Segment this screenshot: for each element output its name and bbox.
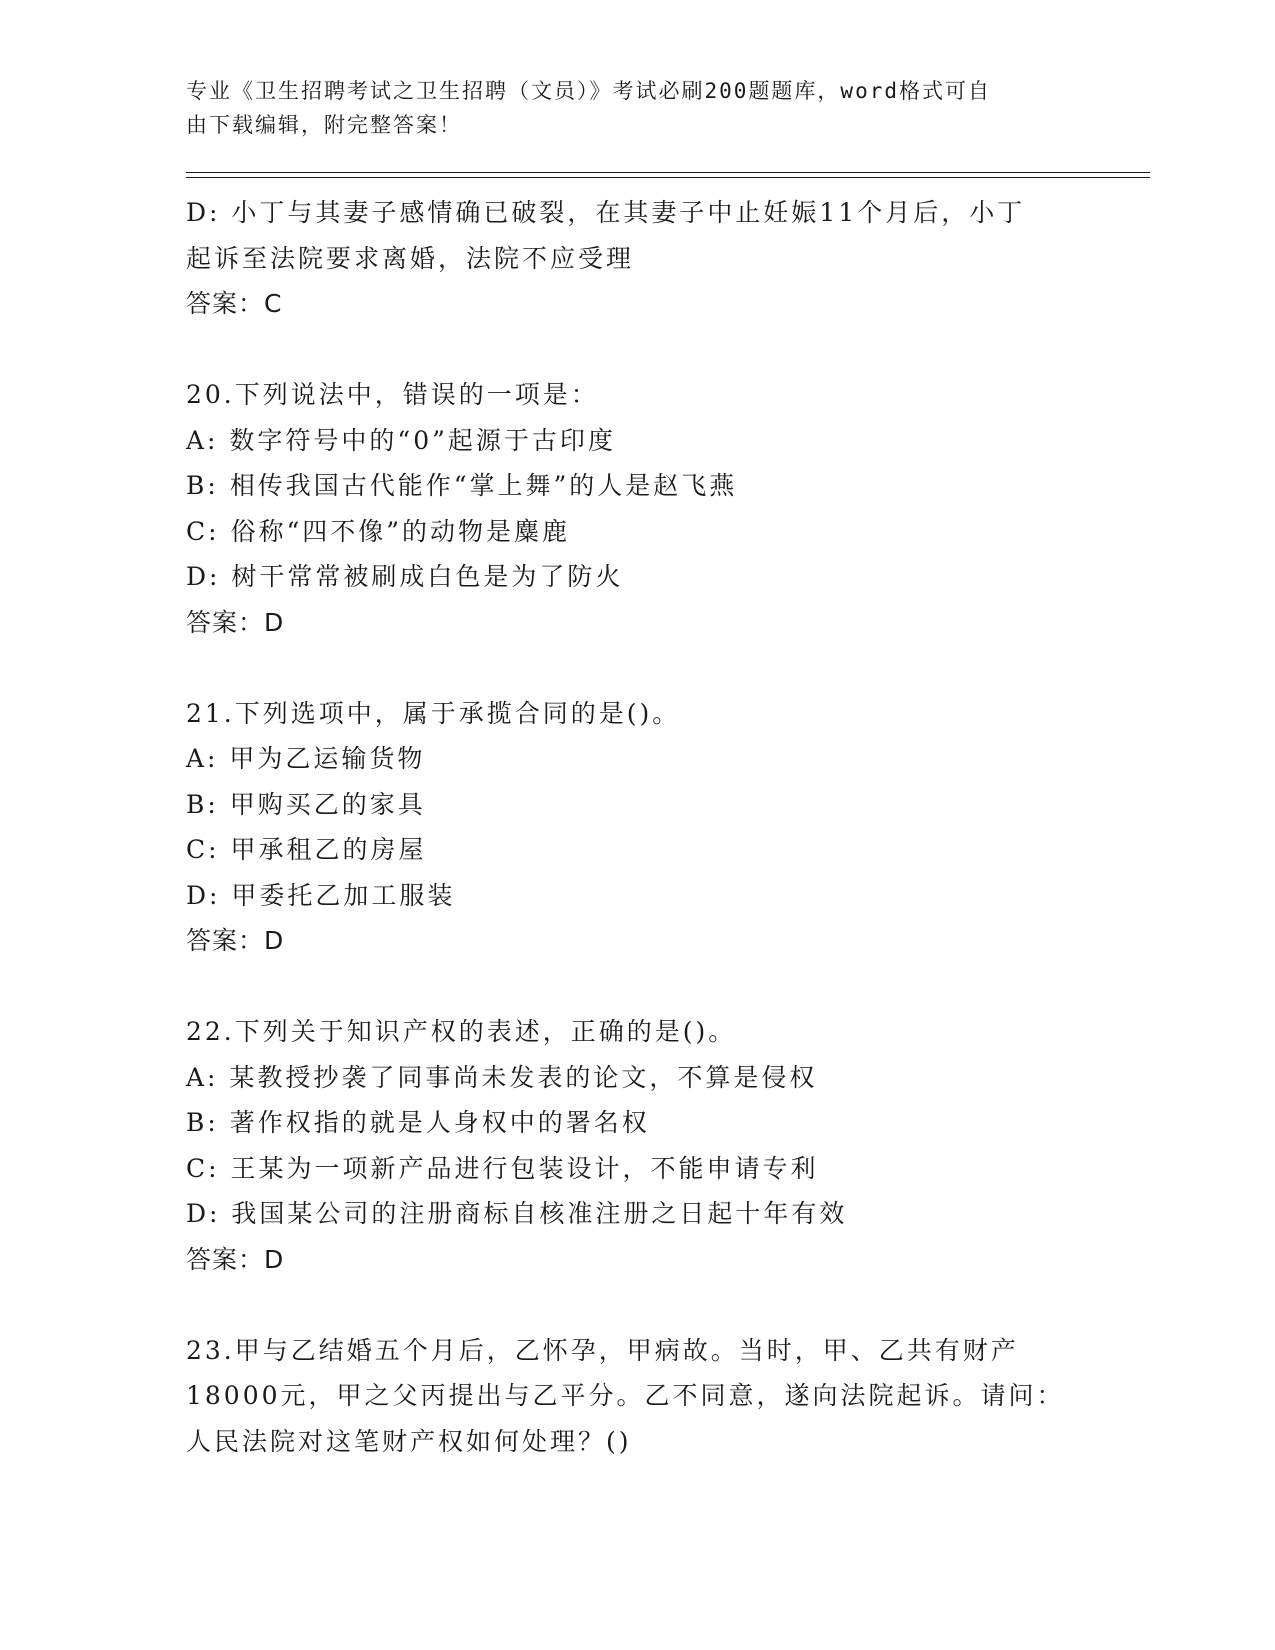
option-c: C: 王某为一项新产品进行包装设计，不能申请专利 [186, 1153, 819, 1183]
option-a: A: 数字符号中的“0”起源于古印度 [186, 425, 616, 455]
header-line-2: 由下载编辑，附完整答案！ [186, 113, 462, 137]
question-20 [186, 372, 1086, 645]
document-body [186, 190, 1086, 1464]
question-19-continuation [186, 190, 1086, 327]
question-23 [186, 1328, 1086, 1465]
answer-line: 答案：D [186, 926, 285, 955]
header-divider-top [186, 172, 1150, 173]
option-c: C: 甲承租乙的房屋 [186, 835, 427, 864]
option-d: D: 我国某公司的注册商标自核准注册之日起十年有效 [186, 1199, 848, 1228]
option-b: B: 著作权指的就是人身权中的署名权 [186, 1108, 650, 1137]
question-stem-line-3: 人民法院对这笔财产权如何处理？() [186, 1426, 632, 1456]
question-21 [186, 691, 1086, 964]
header-line-1: 专业《卫生招聘考试之卫生招聘（文员）》考试必刷200题题库，word格式可自 [186, 79, 991, 103]
option-d-continued: 起诉至法院要求离婚，法院不应受理 [186, 243, 635, 273]
option-d: D: 甲委托乙加工服装 [186, 880, 456, 910]
option-b: B: 相传我国古代能作“掌上舞”的人是赵飞燕 [186, 471, 738, 500]
answer-line: 答案：D [186, 607, 285, 637]
answer-line: 答案：C [186, 289, 283, 318]
option-d: D: 小丁与其妻子感情确已破裂，在其妻子中止妊娠11个月后，小丁 [186, 198, 1026, 227]
question-stem-line-2: 18000元，甲之父丙提出与乙平分。乙不同意，遂向法院起诉。请问： [186, 1381, 1065, 1410]
option-d: D: 树干常常被刷成白色是为了防火 [186, 562, 624, 591]
question-22 [186, 1009, 1086, 1282]
spacer [186, 1282, 1086, 1328]
option-a: A: 某教授抄袭了同事尚未发表的论文，不算是侵权 [186, 1062, 818, 1092]
header-divider-bottom [186, 177, 1150, 178]
answer-line: 答案：D [186, 1244, 285, 1274]
question-stem: 21.下列选项中，属于承揽合同的是()。 [186, 698, 681, 728]
document-header [186, 74, 1066, 142]
spacer [186, 964, 1086, 1010]
question-stem-line-1: 23.甲与乙结婚五个月后，乙怀孕，甲病故。当时，甲、乙共有财产 [186, 1335, 1019, 1365]
question-stem: 22.下列关于知识产权的表述，正确的是()。 [186, 1017, 737, 1046]
option-b: B: 甲购买乙的家具 [186, 789, 426, 819]
option-a: A: 甲为乙运输货物 [186, 744, 426, 773]
question-stem: 20.下列说法中，错误的一项是： [186, 380, 599, 409]
spacer [186, 645, 1086, 691]
option-c: C: 俗称“四不像”的动物是麋鹿 [186, 516, 571, 546]
spacer [186, 327, 1086, 373]
